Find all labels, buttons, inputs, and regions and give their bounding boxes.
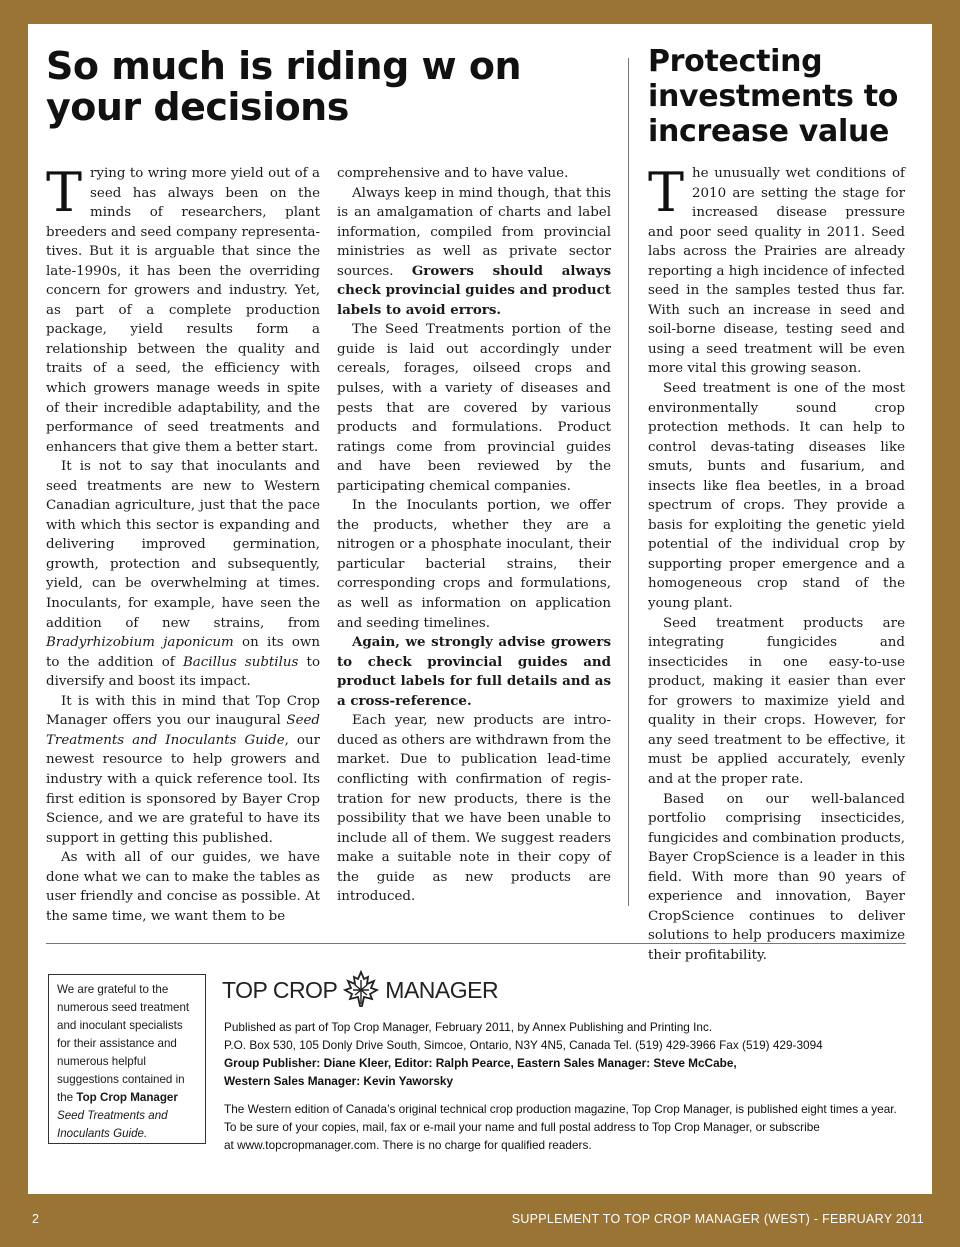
paragraph: The unusually wet conditions of 2010 are setting the stage for increased disease pressure and poor seed quality in 2011. Seed labs across the Prairies are already reporting a high incidence of infected seed in the samples tested thus far. With such an increase in seed and soil-borne disease, testing seed and using a seed treatment will be even more vital this growing season.	[648, 161, 906, 377]
drop-cap: T	[648, 161, 685, 224]
paragraph: Trying to wring more yield out of a seed has always been on the minds of researchers, plant breeders and seed company representa-tives. But it is arguable that since the late-1990s, it has been the overriding concern for growers and industry. Yet, as part of a complete production package, yield results form a relationship between the quality and traits of a seed, the efficiency with which growers manage weeds in spite of their incredible adaptability, and the performance of seed treatments and enhancers that give them a better start.	[46, 161, 320, 455]
logo-text-right: MANAGER	[385, 976, 499, 1003]
edition-line: The Western edition of Canada’s original technical crop production magazine, Top Crop Manager, is published eight times a year.	[224, 1102, 897, 1116]
main-headline: So much is riding w on your decisions	[46, 44, 522, 129]
side-headline: Protecting investments to increase value	[648, 44, 899, 149]
drop-cap: T	[46, 161, 83, 224]
species-name: Bradyrhizobium japonicum	[46, 635, 234, 651]
address-line: P.O. Box 530, 105 Donly Drive South, Simcoe, Ontario, N3Y 4N5, Canada Tel. (519) 429-3966 Fax (519) 429-3094	[224, 1038, 823, 1052]
page-footer	[0, 1212, 960, 1230]
maple-leaf-icon	[343, 970, 379, 1010]
supplement-label: SUPPLEMENT TO TOP CROP MANAGER (WEST) - FEBRUARY 2011	[511, 1212, 924, 1226]
section-divider	[46, 943, 906, 944]
page-number: 2	[32, 1212, 39, 1226]
column-divider	[628, 58, 629, 906]
paragraph	[337, 633, 611, 711]
main-article-column-1	[46, 161, 321, 926]
staff-line: Group Publisher: Diane Kleer, Editor: Ralph Pearce, Eastern Sales Manager: Steve McCabe,	[224, 1056, 737, 1070]
guide-title: Seed Treatments and Inoculants Guide.	[57, 1109, 168, 1140]
emphasis: Growers should always check provincial guides and product labels to avoid errors.	[337, 262, 611, 318]
paragraph: Each year, new products are intro-duced as others are withdrawn from the market. Due to publication lead-time conflicting with confirmation of regis-tration for new products, there is the possibility that we have been unable to include all of them. We suggest readers make a suitable note in their copy of the guide as new products are introduced.	[337, 713, 611, 905]
emphasis: Again, we strongly advise growers to check provincial guides and product labels for full details and as a cross-reference.	[337, 634, 611, 709]
publication-line: Published as part of Top Crop Manager, February 2011, by Annex Publishing and Printing Inc.	[224, 1020, 713, 1034]
logo-text-left: TOP CROP	[222, 976, 338, 1003]
acknowledgement-box: We are grateful to the numerous seed treatment and inoculant specialists for their assistance and numerous helpful suggestions contained in the Top Crop Manager Seed Treatments and Inoculants Guide.	[48, 974, 206, 1144]
species-name: Bacillus subtilus	[182, 654, 299, 670]
brand-name: Top Crop Manager	[76, 1091, 178, 1104]
staff-line: Western Sales Manager: Kevin Yaworsky	[224, 1074, 454, 1088]
paragraph: As with all of our guides, we have done what we can to make the tables as user friendly and concise as possible. At the same time, we want them to be	[46, 850, 320, 924]
top-crop-manager-logo	[222, 968, 498, 1012]
paragraph: Seed treatment products are integrating fungicides and insecticides in one easy-to-use product, making it easier than ever for growers to maximize yield and quality in their crops. However, for any seed treatment to be effective, it must be applied accurately, evenly and at the proper rate.	[648, 615, 905, 787]
paragraph: Based on our well-balanced portfolio comprising insecticides, fungicides and combination products, Bayer CropScience is a leader in this field. With more than 90 years of experience and innovation, Bayer CropScience continues to deliver solutions to help producers maximize their profitability.	[648, 791, 905, 963]
page	[28, 24, 932, 1194]
paragraph: It is with this in mind that Top Crop Manager offers you our inaugural Seed Treatments and Inoculants Guide, our newest resource to help growers and industry with a quick reference tool. Its first edition is sponsored by Bayer Crop Science, and we are grateful to have its support in getting this published.	[46, 693, 321, 846]
guide-title: Seed Treatments and Inoculants Guide	[46, 713, 320, 748]
paragraph: It is not to say that inoculants and seed treatments are new to Western Canadian agriculture, just that the pace with which this sector is expanding and delivering improved germination, growth, protection and subsequently, yield, can be overwhelming at times. Inoculants, for example, have seen the addition of new strains, from Bradyrhizobium japonicum on its own to the addition of Bacillus subtilus to diversify and boost its impact.	[46, 459, 321, 690]
paragraph: The Seed Treatments portion of the guide is laid out accordingly under cereals, forages, oilseed crops and pulses, with a variety of diseases and pests that are covered by various products and formulations. Product ratings come from provincial guides and have been reviewed by the participating chemical companies.	[337, 322, 611, 494]
side-article-column	[648, 161, 906, 965]
subscription-line: To be sure of your copies, mail, fax or e-mail your name and full postal address to Top Crop Manager, or subscribe	[224, 1120, 820, 1134]
subscription-line: at www.topcropmanager.com. There is no charge for qualified readers.	[224, 1138, 592, 1152]
publication-info	[224, 1018, 924, 1154]
paragraph: In the Inoculants portion, we offer the products, whether they are a nitrogen or a phosphate inoculant, their particular bacterial strains, their corresponding crops and formulations, as well as information on application and seeding timelines.	[337, 498, 611, 631]
main-article-column-2	[337, 164, 611, 907]
paragraph: Seed treatment is one of the most environmentally sound crop protection methods. It can help to control devas-tating diseases like smuts, bunts and fusarium, and insects like flea beetles, in a broad spectrum of crops. They provide a basis for exploiting the genetic yield potential of the individual crop by supporting proper emergence and a homogeneous crop stand of the young plant.	[648, 381, 905, 612]
paragraph: comprehensive and to have value.	[337, 166, 569, 181]
brand-name: Top Crop Manager	[46, 693, 321, 729]
paragraph: Always keep in mind though, that this is an amalgamation of charts and label information, compiled from provincial ministries as well as private sector sources. Growers should always check provincial guides and product labels to avoid errors.	[337, 185, 611, 318]
